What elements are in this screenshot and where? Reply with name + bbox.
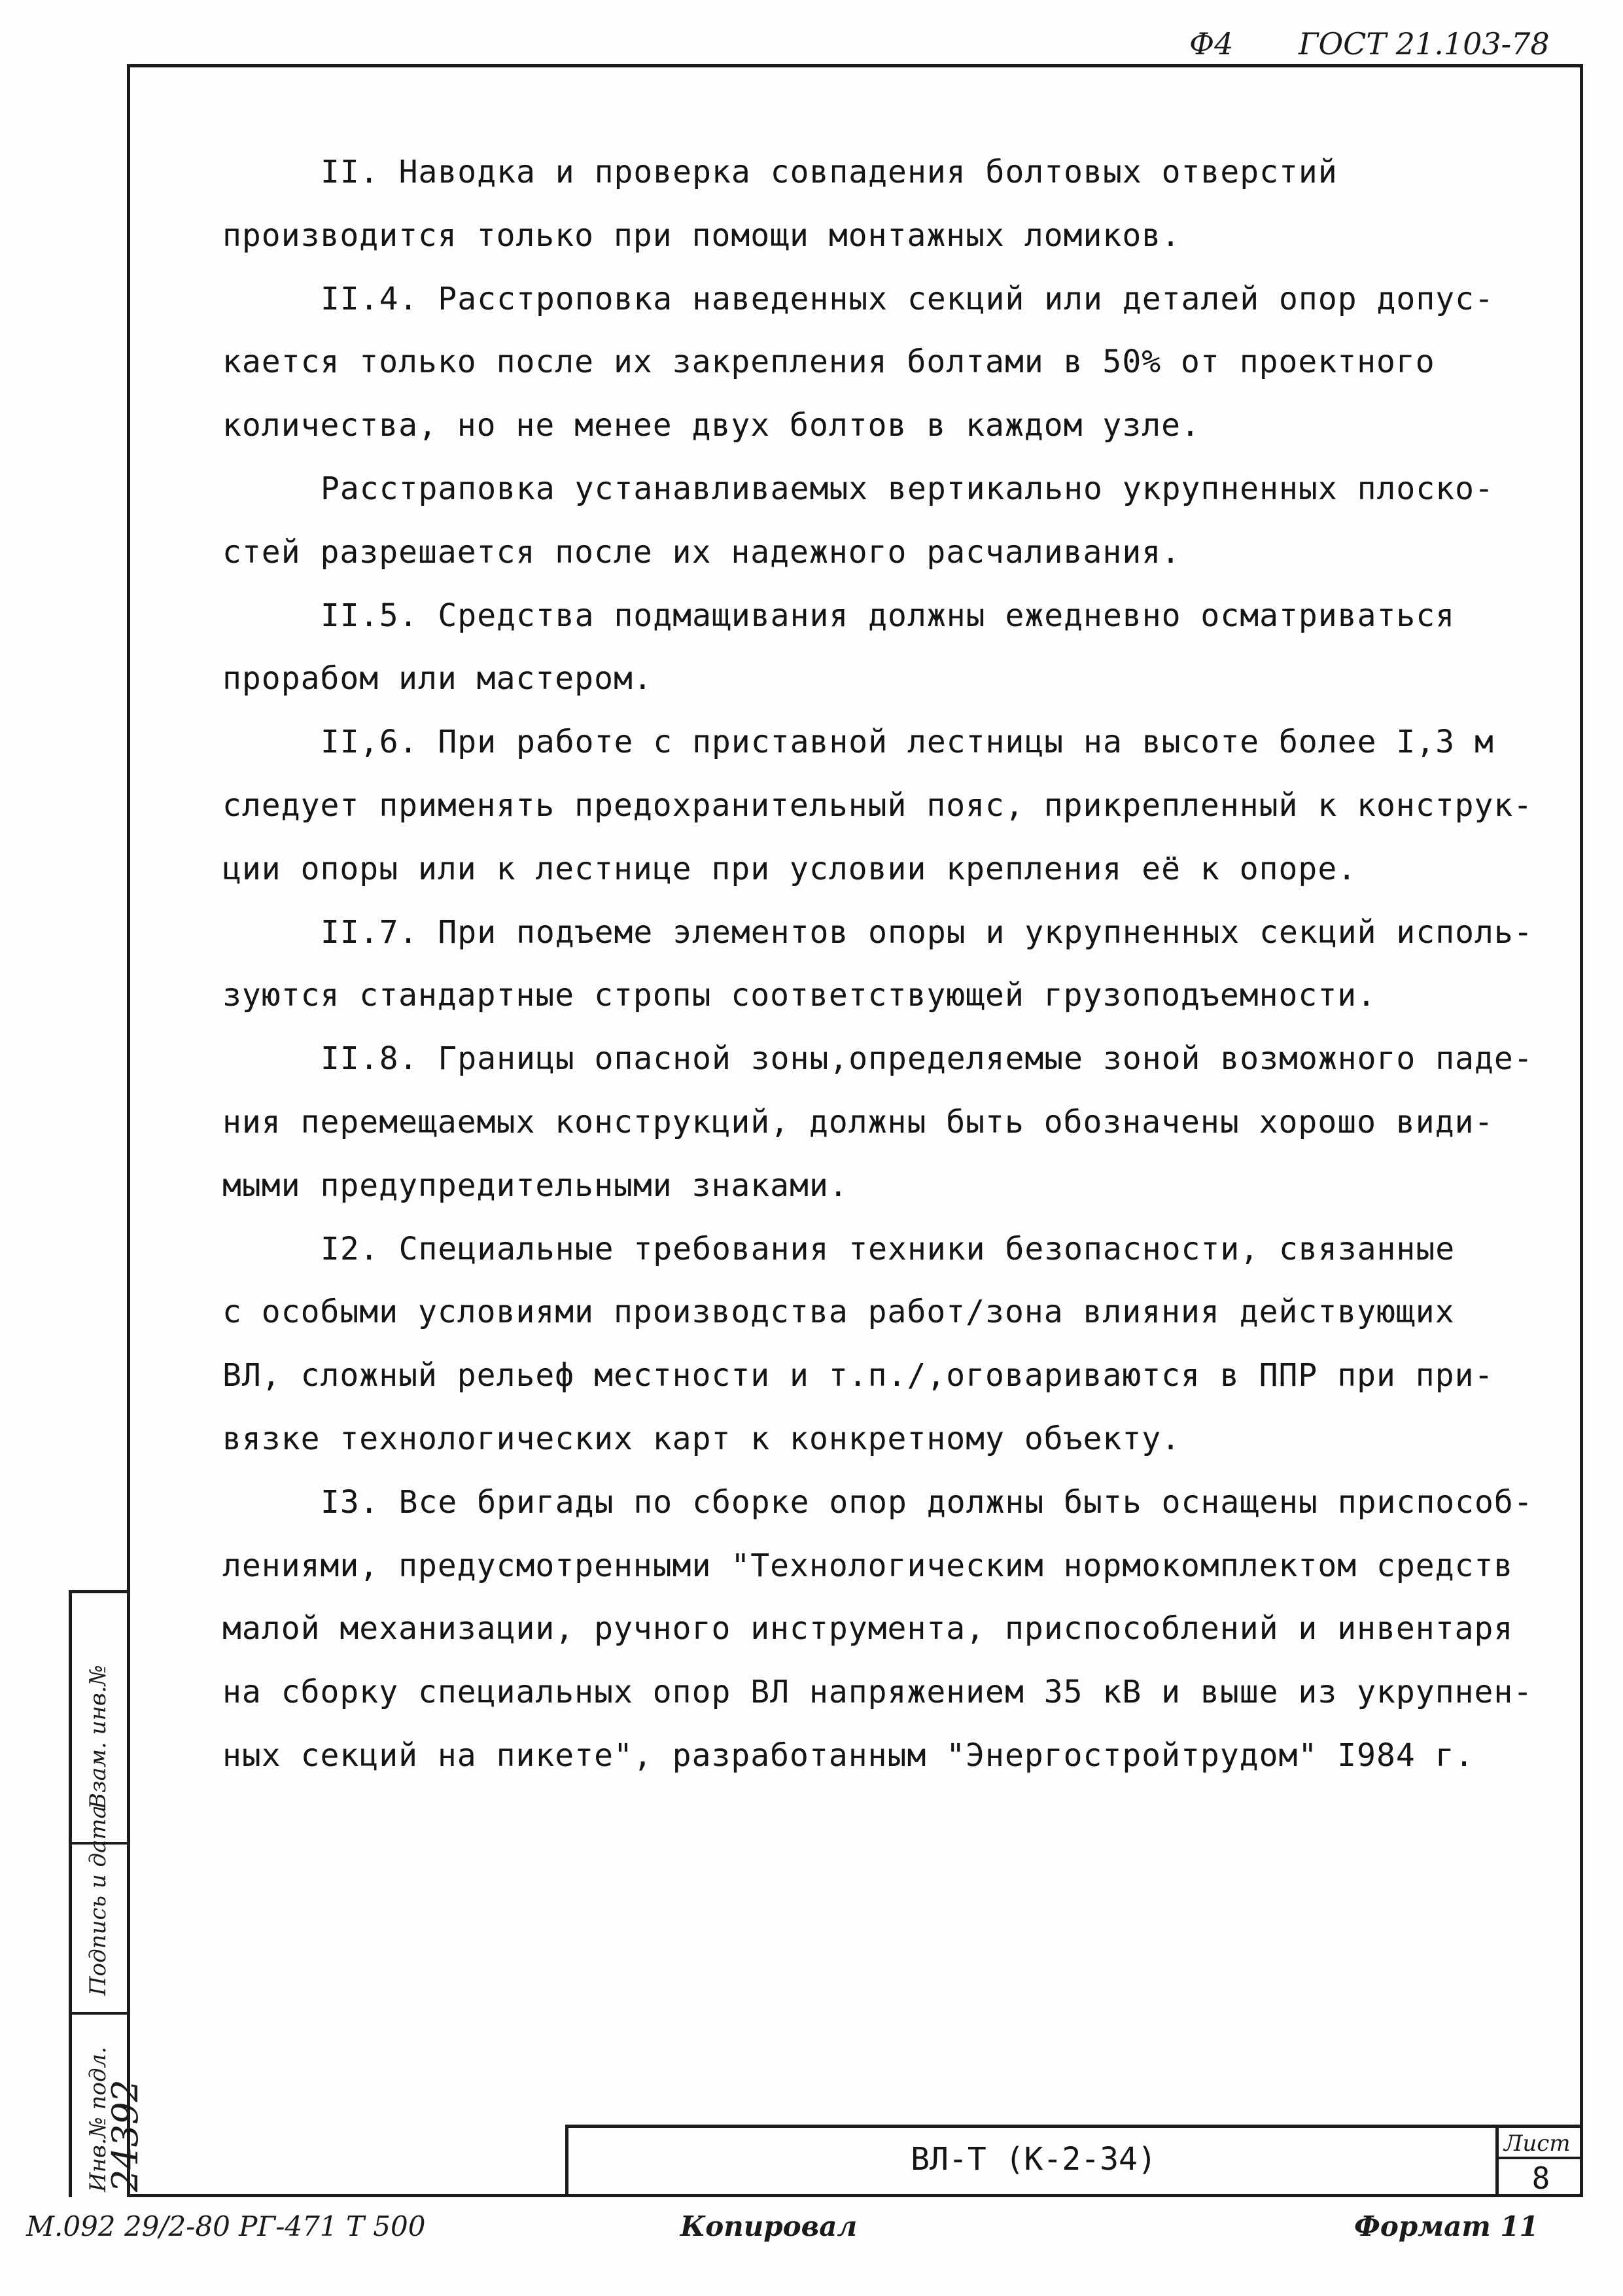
signature-date-label: Подпись и дата [85, 1805, 111, 1996]
paragraph-line: ния перемещаемых конструкций, должны быть обозначены хорошо види- [222, 1103, 1494, 1140]
body-text [222, 141, 1557, 1788]
paragraph-line: производится только при помощи монтажных ломиков. [222, 217, 1181, 254]
paragraph-line: II.8. Границы опасной зоны,определяемые зоной возможного паде- [321, 1040, 1533, 1078]
paragraph-line: ВЛ, сложный рельеф местности и т.п./,оговариваются в ППР при при- [222, 1357, 1494, 1394]
paragraph-line: II.4. Расстроповка наведенных секций или деталей опор допус- [321, 280, 1494, 317]
document-code: ВЛ-Т (К-2-34) [911, 2141, 1157, 2178]
paragraph-line: II.5. Средства подмащивания должны ежедневно осматриваться [321, 597, 1456, 634]
paragraph-line: Расстраповка устанавливаемых вертикально укрупненных плоско- [321, 470, 1494, 507]
standard-reference: ГОСТ 21.103-78 [1299, 26, 1550, 62]
sheet-divider [1499, 2157, 1583, 2159]
copied-by-label: Копировал [680, 2210, 858, 2242]
paragraph-line: мыми предупредительными знаками. [222, 1167, 848, 1204]
paragraph-line: с особыми условиями производства работ/зона влияния действующих [222, 1294, 1455, 1331]
paragraph-line: II.7. При подъеме элементов опоры и укрупненных секций исполь- [321, 913, 1533, 951]
sheet-cell [1495, 2128, 1583, 2197]
title-block [565, 2125, 1583, 2197]
paragraph-line: количества, но не менее двух болтов в каждом узле. [222, 407, 1200, 444]
paragraph-line: II,6. При работе с приставной лестницы на высоте более I,3 м [321, 724, 1494, 761]
paragraph-line: I3. Все бригады по сборке опор должны быть оснащены приспособ- [321, 1483, 1533, 1521]
paragraph-line: следует применять предохранительный пояс, прикрепленный к конструк- [222, 786, 1533, 824]
paragraph-line: зуются стандартные стропы соответствующей грузоподъемности. [222, 977, 1377, 1014]
paragraph-line: лениями, предусмотренными "Технологическим нормокомплектом средств [222, 1547, 1514, 1584]
paragraph-line: ных секций на пикете", разработанным "Энергостройтрудом" I984 г. [222, 1737, 1475, 1774]
replace-inventory-label: Взам. инв.№ [85, 1665, 111, 1809]
paragraph-line: вязке технологических карт к конкретному объекту. [222, 1420, 1181, 1457]
sheet-number: 8 [1531, 2161, 1550, 2196]
paragraph-line: I2. Специальные требования техники безопасности, связанные [321, 1230, 1456, 1267]
order-number: М.092 29/2-80 РГ-471 Т 500 [26, 2210, 426, 2242]
format-label: Формат 11 [1354, 2210, 1539, 2242]
strip-divider [72, 2012, 127, 2015]
paragraph-line: прорабом или мастером. [222, 660, 653, 698]
paragraph-line: на сборку специальных опор ВЛ напряжением 35 кВ и выше из укрупнен- [222, 1674, 1533, 1711]
paragraph-line: кается только после их закрепления болтами в 50% от проектного [222, 344, 1435, 381]
form-code: Ф4 [1189, 26, 1234, 62]
inventory-label: Инв.№ подл. [85, 2047, 111, 2192]
paragraph-line: малой механизации, ручного инструмента, приспособлений и инвентаря [222, 1610, 1514, 1648]
left-stamp-strip [69, 1590, 146, 2197]
paragraph-line: стей разрешается после их надежного расчаливания. [222, 533, 1181, 571]
inventory-number: 24392 [105, 2079, 146, 2192]
sheet-label: Лист [1504, 2130, 1571, 2157]
paragraph-line: II. Наводка и проверка совпадения болтовых отверстий [321, 154, 1338, 190]
paragraph-line: ции опоры или к лестнице при условии крепления её к опоре. [222, 850, 1357, 887]
